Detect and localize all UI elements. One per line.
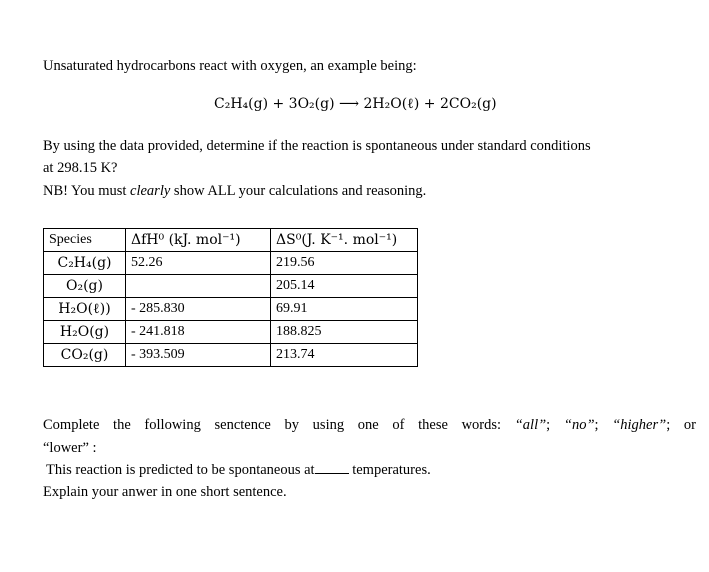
table-row — [44, 275, 418, 298]
sentence-prefix: This reaction is predicted to be spontaneous at — [46, 462, 315, 478]
thermo-data-table — [43, 228, 418, 367]
species-cell: H₂O(ℓ)) — [44, 298, 126, 321]
word-or: or — [683, 417, 697, 433]
species-cell: H₂O(g) — [44, 321, 126, 344]
species-cell: C₂H₄(g) — [44, 252, 126, 275]
nb-suffix: show ALL your calculations and reasoning. — [170, 183, 427, 199]
species-cell: O₂(g) — [44, 275, 126, 298]
enthalpy-cell: 52.26 — [126, 252, 271, 275]
entropy-cell: 69.91 — [271, 298, 418, 321]
reaction-equation: C₂H₄(g) + 3O₂(g) ⟶ 2H₂O(ℓ) + 2CO₂(g) — [214, 96, 497, 112]
word-all: “all” — [514, 417, 547, 433]
word-higher: “higher” — [612, 417, 667, 433]
enthalpy-cell — [126, 275, 271, 298]
question-line-1: By using the data provided, determine if the reaction is spontaneous under standard conditions — [43, 138, 591, 154]
answer-blank[interactable] — [315, 461, 349, 474]
nb-emphasis: clearly — [130, 183, 171, 199]
word-no: “no” — [563, 417, 595, 433]
question-line-2: at 298.15 K? — [43, 160, 118, 176]
intro-text: Unsaturated hydrocarbons react with oxygen, an example being: — [43, 58, 417, 74]
sentence-suffix: temperatures. — [348, 462, 431, 478]
table-row — [44, 344, 418, 367]
enthalpy-cell: - 241.818 — [126, 321, 271, 344]
header-entropy: ΔS⁰(J. K⁻¹. mol⁻¹) — [271, 229, 418, 252]
table-row — [44, 252, 418, 275]
table-row — [44, 298, 418, 321]
fill-in-sentence — [46, 461, 431, 479]
entropy-cell: 213.74 — [271, 344, 418, 367]
complete-instruction-line: Complete the following senctence by using one of these words: “all”; “no”; “higher”; or — [43, 417, 697, 433]
complete-instruction-line-2: “lower” : — [43, 440, 97, 456]
species-cell: CO₂(g) — [44, 344, 126, 367]
header-species: Species — [44, 229, 126, 252]
complete-prefix: Complete the following senctence by using one of these words: — [43, 417, 515, 433]
nb-prefix: NB! You must — [43, 183, 131, 199]
nb-note — [43, 183, 426, 200]
entropy-cell: 219.56 — [271, 252, 418, 275]
enthalpy-cell: - 285.830 — [126, 298, 271, 321]
explain-instruction: Explain your anwer in one short sentence. — [43, 484, 287, 500]
entropy-cell: 188.825 — [271, 321, 418, 344]
table-row — [44, 321, 418, 344]
header-enthalpy: ΔfH⁰ (kJ. mol⁻¹) — [126, 229, 271, 252]
entropy-cell: 205.14 — [271, 275, 418, 298]
enthalpy-cell: - 393.509 — [126, 344, 271, 367]
table-header-row — [44, 229, 418, 252]
